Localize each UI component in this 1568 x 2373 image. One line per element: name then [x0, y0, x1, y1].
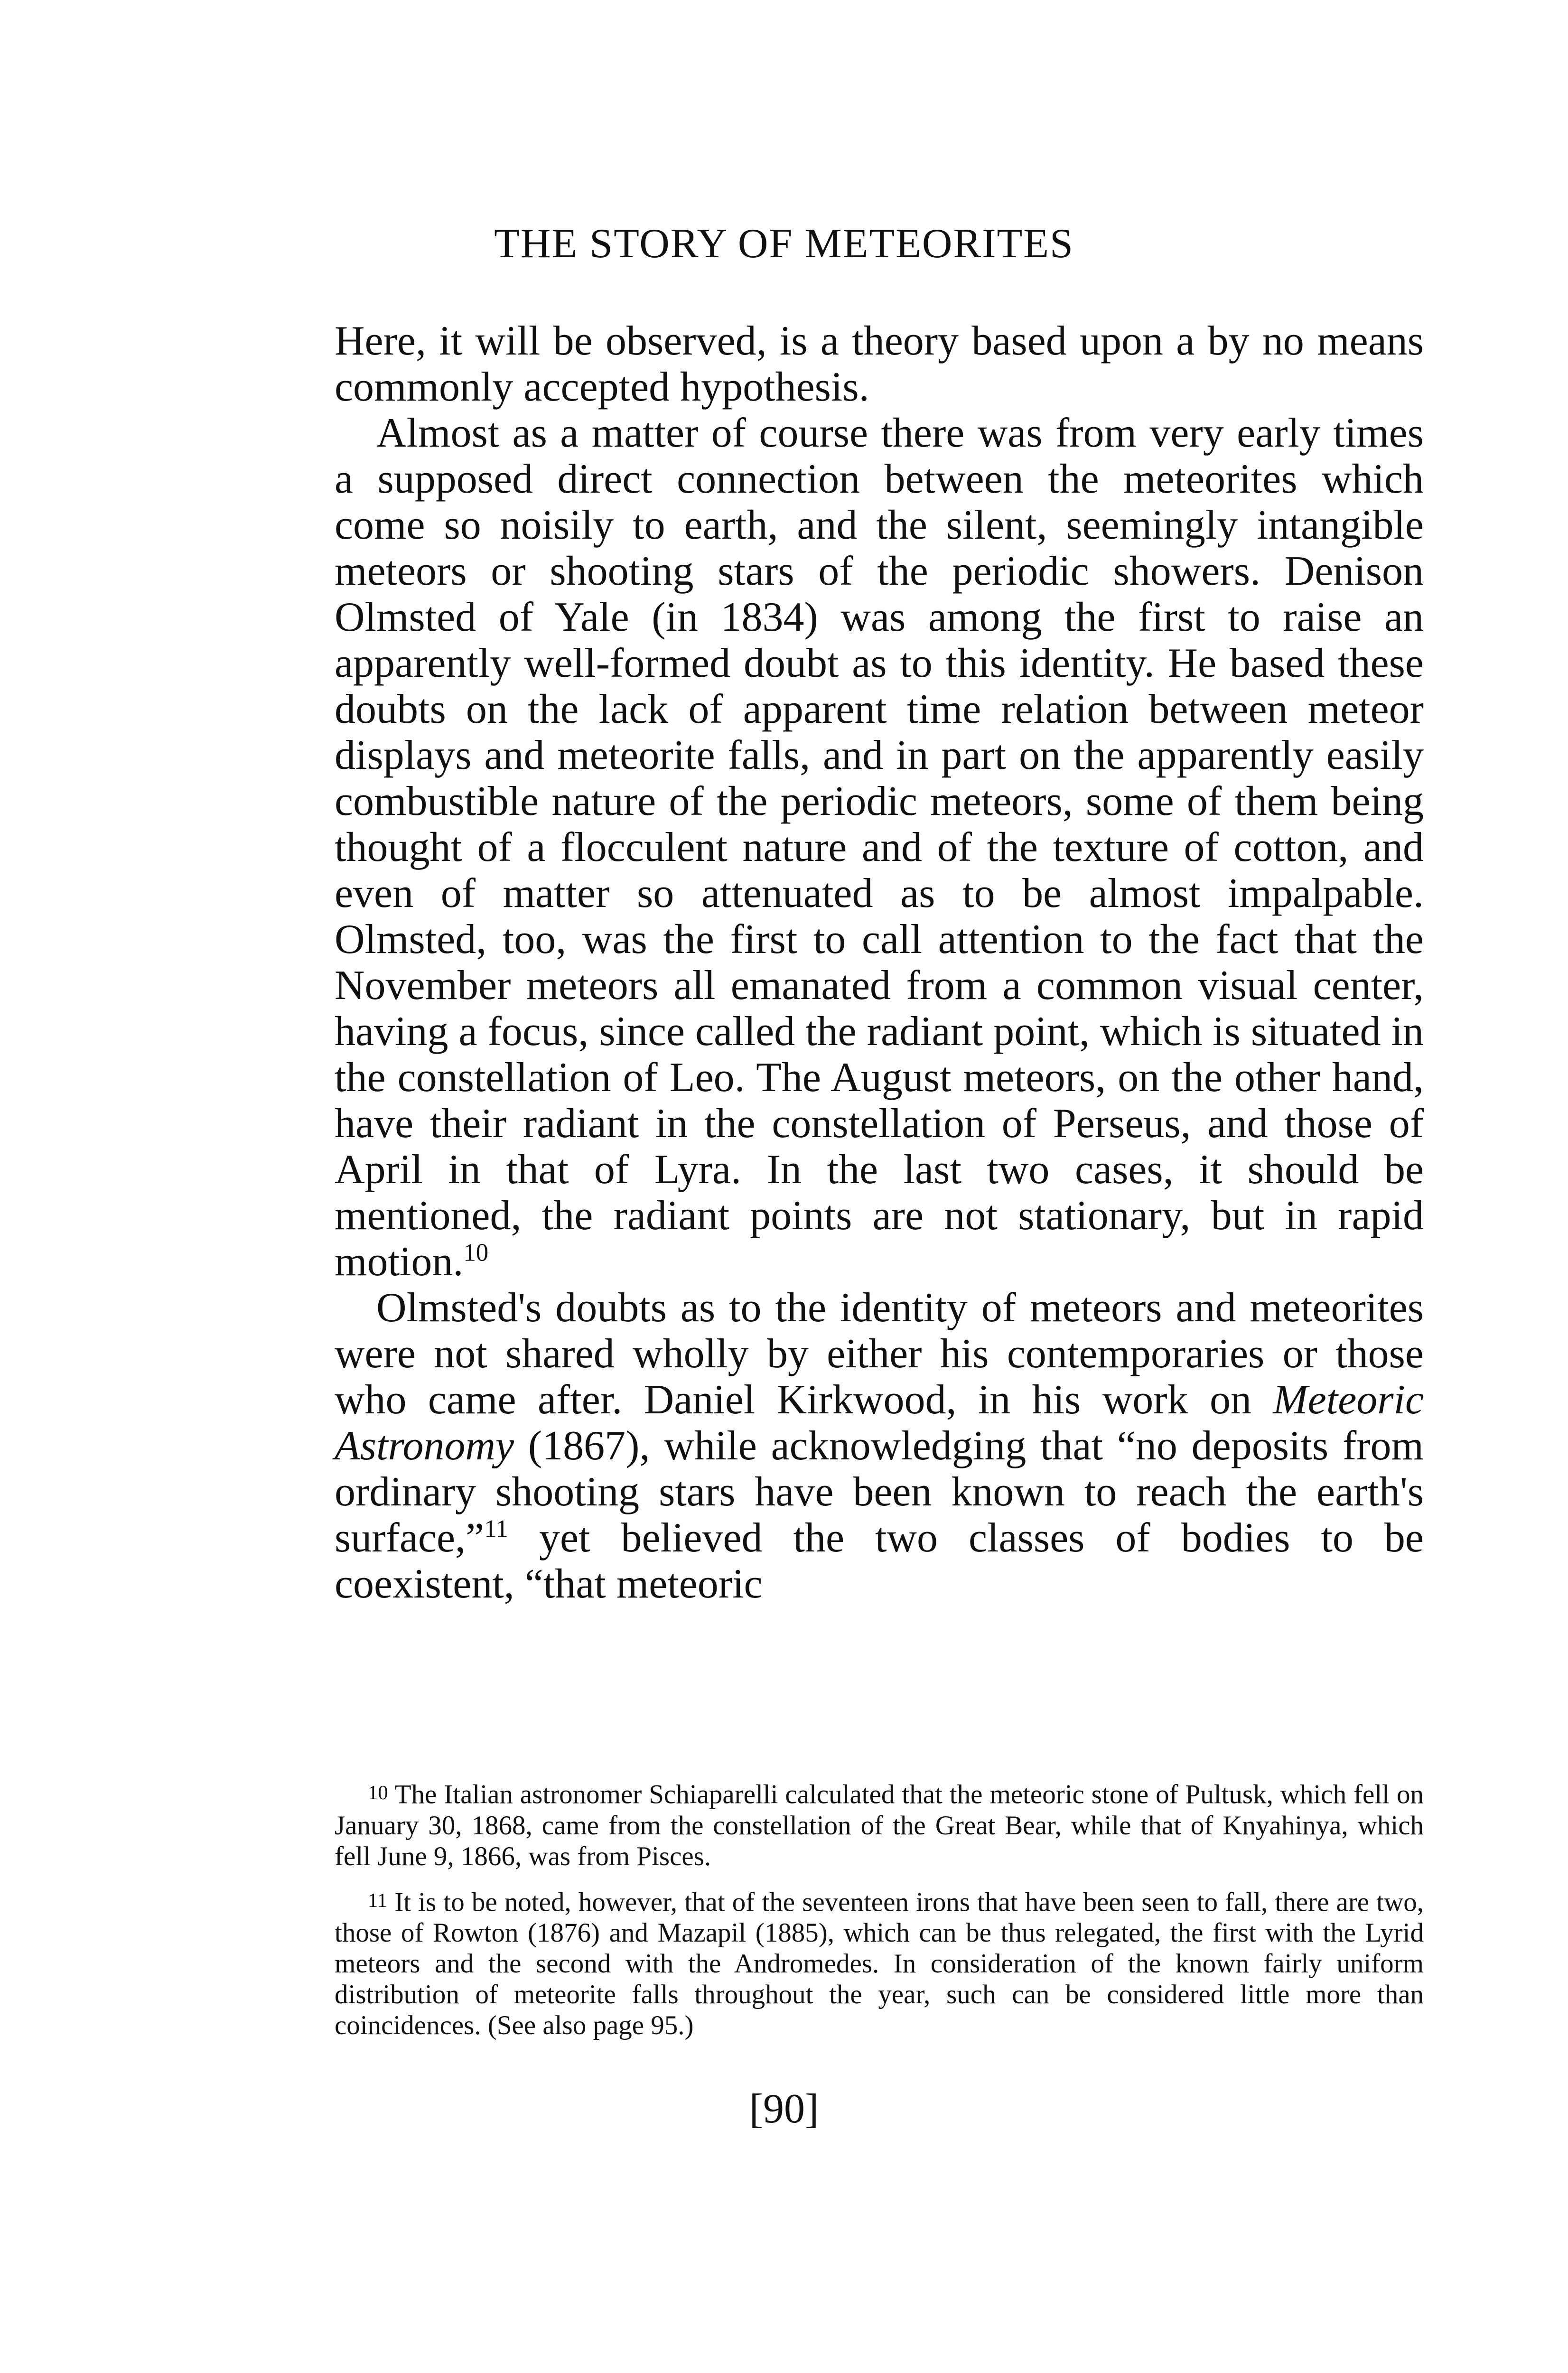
paragraph-3-text-2: (1867), while acknowledging that “no deposits from ordinary shooting stars have been known to reach the earth's surface,”	[335, 1423, 1424, 1561]
footnote-10-text: The Italian astronomer Schiaparelli calculated that the meteoric stone of Pultusk, which fell on January 30, 1868, came from the constellation of the Great Bear, while that of Knyahinya, which fell June 9, 1866, was from Pisces.	[335, 1779, 1424, 1871]
paragraph-2	[335, 410, 1424, 1285]
footnote-11	[335, 1885, 1424, 2041]
footnote-10	[335, 1777, 1424, 1872]
footnote-10-number: 10	[368, 1782, 388, 1804]
running-title: THE STORY OF METEORITES	[494, 221, 1074, 267]
footnote-11-number: 11	[368, 1889, 388, 1912]
footnote-ref-11: 11	[484, 1515, 508, 1543]
page-number: [90]	[749, 2086, 819, 2132]
paragraph-3-text-1: Olmsted's doubts as to the identity of meteors and meteorites were not shared wholly by either his contemporaries or those who came after. Daniel Kirkwood, in his work on	[335, 1285, 1424, 1423]
footnotes	[335, 1777, 1424, 2054]
body-text	[335, 318, 1424, 1607]
book-title: Meteoric Astronomy	[335, 1377, 1424, 1469]
footnote-11-text: It is to be noted, however, that of the seventeen irons that have been seen to fall, there are two, those of Rowton (1876) and Mazapil (1885), which can be thus relegated, the first with the Lyrid meteors and the second with the Andromedes. In consideration of the known fairly uniform distribution of meteorite falls throughout the year, such can be considered little more than coincidences. (See also page 95.)	[335, 1887, 1424, 2041]
paragraph-3-text-3: yet believed the two classes of bodies to be coexistent, “that meteoric	[335, 1515, 1424, 1607]
paragraph-2-text: Almost as a matter of course there was from very early times a supposed direct connection between the meteorites which come so noisily to earth, and the silent, seemingly intangible meteors or shooting stars of the periodic showers. Denison Olmsted of Yale (in 1834) was among the first to raise an apparently well-formed doubt as to this identity. He based these doubts on the lack of apparent time relation between meteor displays and meteorite falls, and in part on the apparently easily combustible nature of the periodic meteors, some of them being thought of a flocculent nature and of the texture of cotton, and even of matter so attenuated as to be almost impalpable. Olmsted, too, was the first to call attention to the fact that the November meteors all emanated from a common visual center, having a focus, since called the radiant point, which is situated in the constellation of Leo. The August meteors, on the other hand, have their radiant in the constellation of Perseus, and those of April in that of Lyra. In the last two cases, it should be mentioned, the radiant points are not stationary, but in rapid motion.	[335, 410, 1424, 1285]
paragraph-3	[335, 1285, 1424, 1607]
footnote-ref-10: 10	[463, 1239, 489, 1267]
paragraph-1: Here, it will be observed, is a theory based upon a by no means commonly accepted hypothesis.	[335, 318, 1424, 410]
